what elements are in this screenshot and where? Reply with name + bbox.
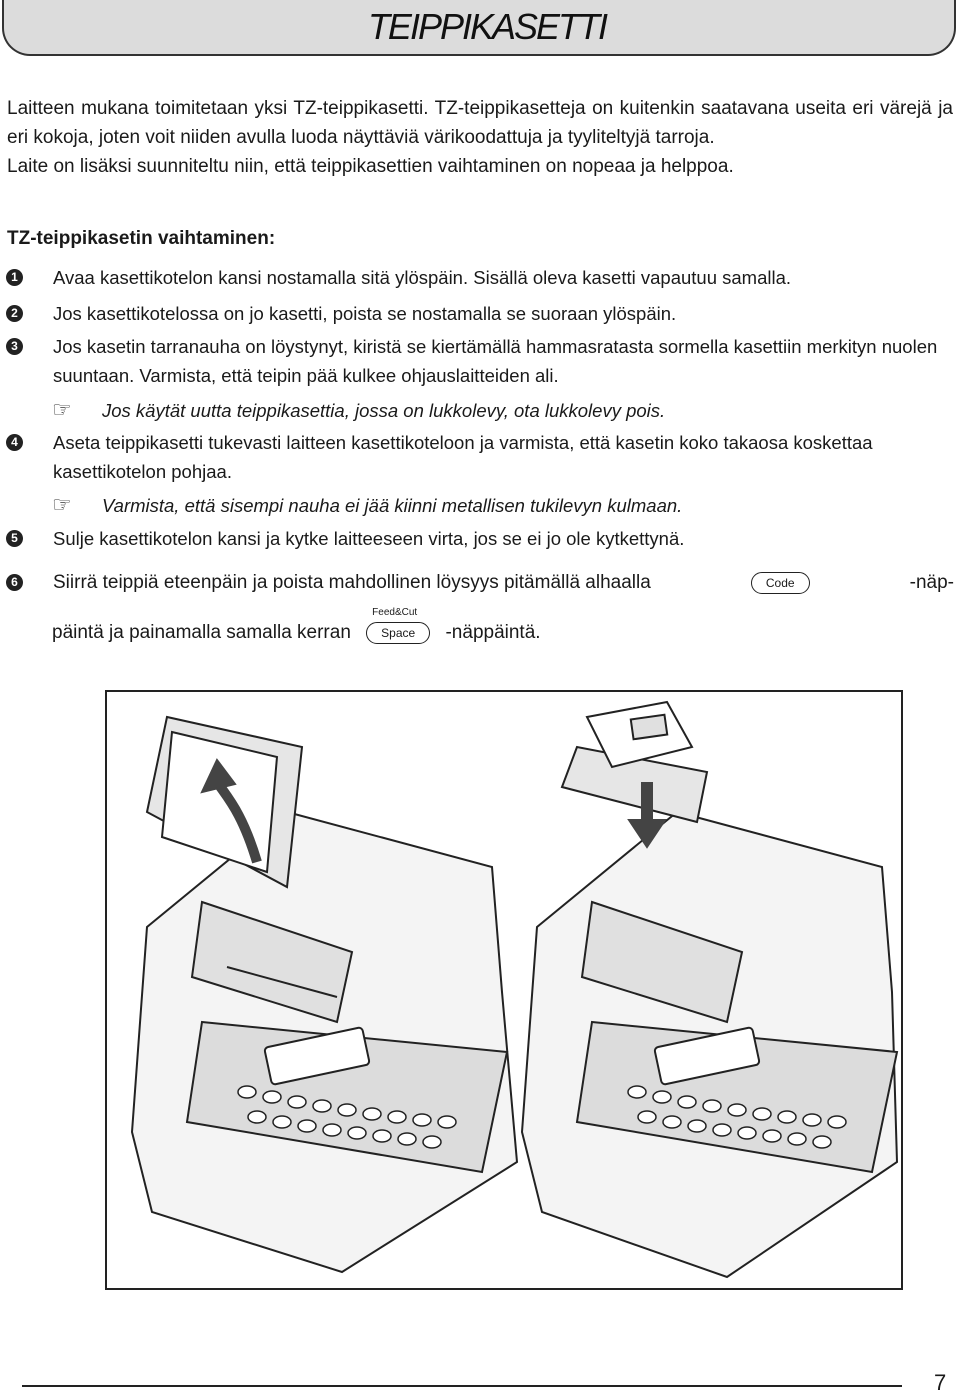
code-key: Code xyxy=(751,572,810,594)
section-heading: TZ-teippikasetin vaihtaminen: xyxy=(7,228,276,249)
step-text-cont: -näp- xyxy=(909,572,954,593)
step-5 xyxy=(6,524,954,553)
note-2 xyxy=(52,490,682,520)
space-key: Space xyxy=(366,622,430,644)
feed-cut-label: Feed&Cut xyxy=(372,607,418,619)
step-number: 3 xyxy=(6,338,23,355)
step-4 xyxy=(6,428,954,486)
note-text: Jos käytät uutta teippikasettia, jossa on lukkolevy, ota lukkolevy pois. xyxy=(102,400,666,421)
pointing-hand-icon: ☞ xyxy=(52,397,72,422)
step-number: 1 xyxy=(6,269,23,286)
step-text: Siirrä teippiä eteenpäin ja poista mahdollinen löysyys pitämällä alhaalla xyxy=(53,572,651,593)
step-text: Jos kasetin tarranauha on löystynyt, kiristä se kiertämällä hammasratasta sormella kasettiin merkityn nuolen suuntaan. Varmista, että teipin pää kulkee ohjauslaitteiden ali. xyxy=(53,336,938,386)
step-text: Avaa kasettikotelon kansi nostamalla sitä ylöspäin. Sisällä oleva kasetti vapautuu samalla. xyxy=(53,267,792,288)
step-1 xyxy=(6,263,954,292)
intro xyxy=(7,94,953,181)
space-key-group xyxy=(366,607,430,647)
step-number: 2 xyxy=(6,305,23,322)
intro-paragraph-1: Laitteen mukana toimitetaan yksi TZ-teippikasetti. TZ-teippikasetteja on kuitenkin saatavana useita eri värejä ja eri kokoja, joten voit niiden avulla luoda näyttäviä värikoodattuja ja tyyliteltyjä tarroja. xyxy=(7,98,953,148)
step-3 xyxy=(6,332,954,390)
step-number: 4 xyxy=(6,434,23,451)
step-text: päintä ja painamalla samalla kerran xyxy=(52,622,351,643)
illustration-frame xyxy=(105,690,903,1290)
step-2 xyxy=(6,299,954,328)
intro-paragraph-2: Laite on lisäksi suunniteltu niin, että teippikasettien vaihtaminen on nopeaa ja helppoa. xyxy=(7,156,734,177)
page-title: TEIPPIKASETTI xyxy=(367,6,606,47)
step-text: Jos kasettikotelossa on jo kasetti, poista se nostamalla se suoraan ylöspäin. xyxy=(53,303,677,324)
step-text: Aseta teippikasetti tukevasti laitteen kasettikoteloon ja varmista, että kasetin koko takaosa koskettaa kasettikotelon pohjaa. xyxy=(53,432,873,482)
step-text: Sulje kasettikotelon kansi ja kytke laitteeseen virta, jos se ei jo ole kytkettynä. xyxy=(53,528,685,549)
note-text: Varmista, että sisempi nauha ei jää kiinni metallisen tukilevyn kulmaan. xyxy=(102,495,683,516)
pointing-hand-icon: ☞ xyxy=(52,492,72,517)
step-6-line-2 xyxy=(52,607,541,647)
tape-cassette-illustration xyxy=(107,692,901,1288)
footer-rule xyxy=(22,1385,902,1387)
page-number: 7 xyxy=(934,1370,947,1395)
step-number: 5 xyxy=(6,530,23,547)
note-1 xyxy=(52,395,665,425)
title-banner xyxy=(2,0,956,56)
step-text-end: -näppäintä. xyxy=(445,622,541,643)
step-number: 6 xyxy=(6,574,23,591)
